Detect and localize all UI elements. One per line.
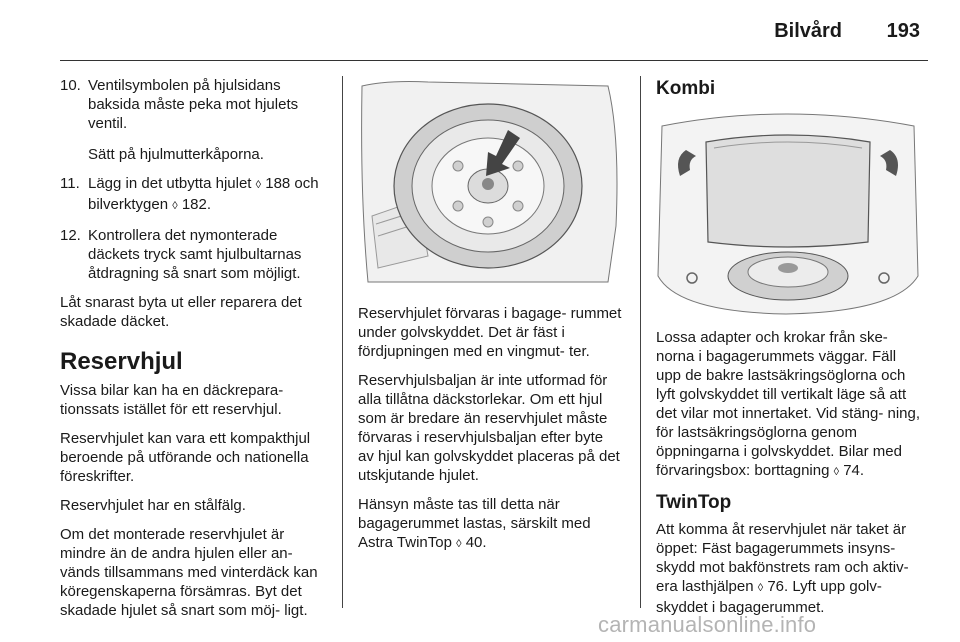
paragraph-text: Att komma åt reservhjulet när taket är öppet: Fäst bagagerummets insyns- skydd mot bakfönstrets ram och aktiv- era lasthjälpen	[656, 521, 909, 595]
page-ref-icon: ◊	[172, 200, 178, 212]
step-text: Lägg in det utbytta hjulet	[88, 175, 256, 192]
step-number: 10.	[60, 77, 81, 94]
page-ref-icon: ◊	[757, 582, 764, 594]
step-subtext: Sätt på hjulmutterkåporna.	[88, 146, 264, 163]
paragraph-text: Lossa adapter och krokar från ske- norna i bagagerummets väggar. Fäll upp de bakre lastsäkringsöglorna och lyft golvskyddet till vertikalt läge så att det vilar mot innertaket. Vid stäng- ning, för lastsäkringsöglorna genom öppningarna i golvskyddet. Bilar med förvaringsbox: borttagning	[656, 329, 921, 479]
page-reference[interactable]: 188	[265, 175, 291, 192]
paragraph-text: . Lyft upp golv- skyddet i bagagerummet.	[656, 578, 882, 616]
kombi-trunk-illustration	[656, 106, 920, 318]
step-text: .	[206, 196, 212, 213]
paragraph: Om det monterade reservhjulet är mindre än de andra hjulen eller an- vänds tillsammans med vinterdäck kan köregenskaperna försämras. Byt det skadade hjulet så snart som möj- ligt.	[60, 526, 318, 619]
spare-wheel-illustration	[358, 76, 622, 288]
paragraph-text: .	[482, 534, 487, 551]
paragraph: Låt snarast byta ut eller reparera det skadade däcket.	[60, 294, 302, 330]
paragraph-text: .	[859, 462, 865, 479]
paragraph	[656, 520, 924, 617]
paragraph: Reservhjulet förvaras i bagage- rummet under golvskyddet. Det är fäst i fördjupningen med en vingmut- ter.	[358, 305, 622, 360]
step-text: och bilverktygen	[88, 175, 319, 213]
column-divider-left	[342, 76, 343, 608]
section-heading: Kombi	[656, 78, 716, 99]
paragraph: Reservhjulet kan vara ett kompakthjul beroende på utförande och nationella föreskrifter.	[60, 430, 311, 485]
paragraph: Vissa bilar kan ha en däckrepara- tionssats istället för ett reservhjul.	[60, 382, 284, 418]
step-11	[60, 174, 330, 216]
column-2-text	[358, 304, 622, 564]
paragraph: Reservhjulet har en stålfälg.	[60, 497, 246, 514]
section-heading: TwinTop	[656, 492, 732, 513]
paragraph	[358, 495, 622, 554]
column-3	[656, 76, 924, 616]
section-heading: Reservhjul	[60, 348, 183, 375]
page-number: 193	[886, 20, 920, 42]
page-ref-icon: ◊	[456, 538, 462, 550]
page-reference[interactable]: 74	[843, 462, 860, 479]
paragraph	[656, 328, 924, 482]
step-10	[60, 76, 330, 164]
column-divider-right	[640, 76, 641, 608]
step-text: Ventilsymbolen på hjulsidans baksida måste peka mot hjulets ventil.	[88, 77, 299, 132]
step-number: 12.	[60, 227, 81, 244]
page-reference[interactable]: 40	[465, 534, 483, 551]
page-ref-icon: ◊	[833, 466, 840, 478]
step-12	[60, 226, 330, 283]
step-number: 11.	[60, 175, 80, 192]
page-reference[interactable]: 76	[767, 578, 785, 595]
paragraph: Reservhjulsbaljan är inte utformad för alla tillåtna däckstorlekar. Om ett hjul som är bredare än reservhjulet måste förvaras i reservhjulsbaljan efter byte av hjul kan golvskyddet placeras på det utskjutande hjulet.	[358, 372, 620, 484]
page-ref-icon: ◊	[255, 179, 262, 191]
step-text: Kontrollera det nymonterade däckets tryck samt hjulbultarnas åtdragning så snart som möjligt.	[88, 227, 302, 282]
page-header	[60, 0, 928, 61]
column-3-text	[656, 328, 924, 627]
page-reference[interactable]: 182	[181, 196, 207, 213]
column-1	[60, 76, 330, 630]
page-title: Bilvård	[774, 20, 842, 42]
watermark: carmanualsonline.info	[598, 612, 817, 637]
paragraph-text: Hänsyn måste tas till detta när bagagerummet lastas, särskilt med Astra TwinTop	[358, 496, 591, 551]
